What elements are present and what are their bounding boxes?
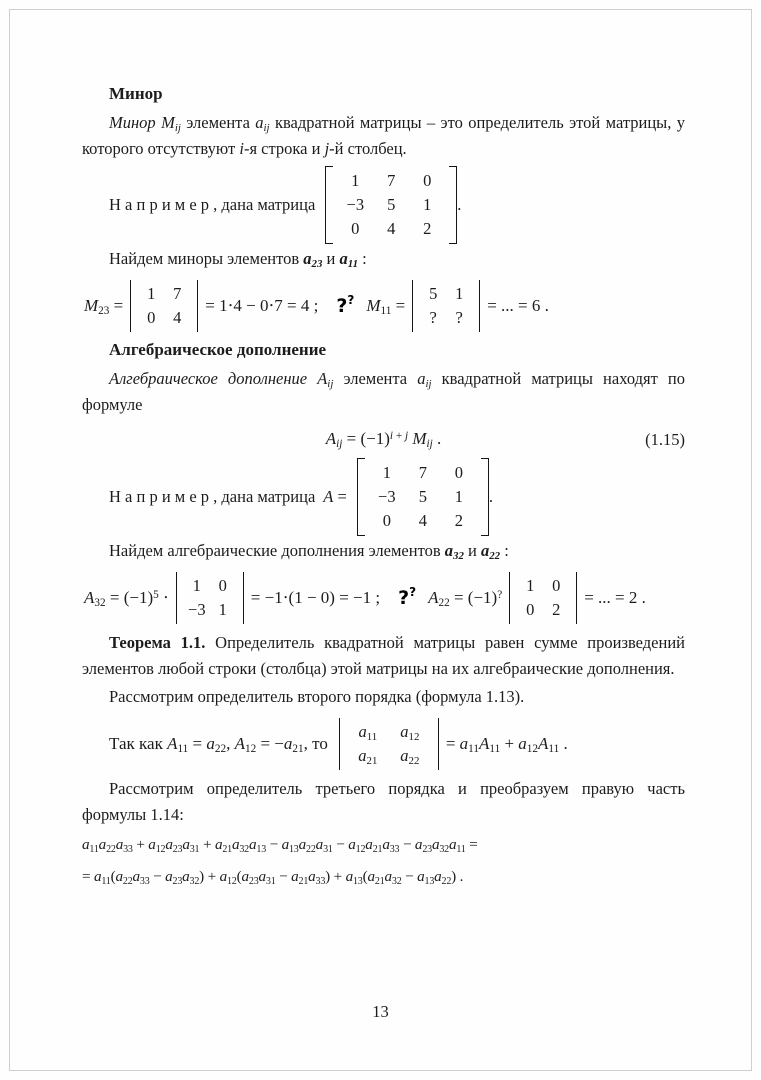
formula-1-15: $A_{ij} = (-1)^{i + j}$ $M_{ij}$ . xyxy=(325,429,442,451)
left-bracket xyxy=(325,166,333,244)
m23-lhs: $M_{23}$ = xyxy=(84,296,124,318)
formula-1-15-row xyxy=(82,426,685,452)
expansion-line-1: $a_{11}a_{22}a_{33} + a_{12}a_{23}a_{31} + a_{21}a_{32}a_{13} - a_{13}a_{22}a_{31} - a_{12}a_{21}a_{33} - a_{23}a_{32}a_{11}$ = xyxy=(82,836,478,855)
theorem-paragraph xyxy=(82,630,685,682)
minor-example-row xyxy=(82,166,685,244)
question-mark-icon: ? ? xyxy=(336,292,355,317)
period: . xyxy=(488,487,493,506)
formula-number: (1.15) xyxy=(645,430,685,449)
determinant-2x2: 5 1 ? ? xyxy=(412,280,480,332)
cofactor-computations xyxy=(84,572,685,624)
determinant-2x2: 1 7 0 4 xyxy=(130,280,198,332)
m11-rhs: = ... = 6 . xyxy=(487,296,549,315)
a32-rhs: = −1⋅(1 − 0) = −1 ; xyxy=(250,588,381,607)
second-order-formula xyxy=(82,718,685,770)
second-order-intro: Рассмотрим определитель второго порядка (формула 1.13). xyxy=(109,687,525,706)
question-mark-icon: ? ? xyxy=(398,584,417,609)
a32-lhs: $A_{32} = (-1)^5$ ⋅ xyxy=(84,588,169,610)
expansion-line-2: = $a_{11}(a_{22}a_{33} - a_{23}a_{32}) + a_{12}(a_{23}a_{31} - a_{21}a_{33}) + a_{13}(a_{21}a_{32} - a_{13}a_{22})$ . xyxy=(82,868,464,887)
minor-find-line: Найдем миноры элементов $a_{23}$ и $a_{11}$ : xyxy=(109,249,367,271)
right-bracket xyxy=(481,458,489,536)
minor-definition: Минор $M_{ij}$ элемента $a_{ij}$ квадратной матрицы – это определитель этой матрицы, у которого отсутствуют i-я строка и j-й столбец. xyxy=(82,113,686,158)
third-order-intro: Рассмотрим определитель третьего порядка и преобразуем правую часть формулы 1.14: xyxy=(82,779,685,824)
since-rhs: = $a_{11}A_{11} + a_{12}A_{11}$ . xyxy=(445,734,568,756)
determinant-2x2: 1 0 0 2 xyxy=(509,572,577,624)
matrix-3x3: 1 7 0 −3 5 1 0 4 2 xyxy=(325,166,457,244)
theorem-label: Теорема 1.1. xyxy=(109,633,206,652)
right-bracket xyxy=(449,166,457,244)
page-number: 13 xyxy=(372,1002,389,1021)
example-label: Н а п р и м е р , дана матрица xyxy=(109,195,316,214)
matrix-3x3: 1 7 0 −3 5 1 0 4 2 xyxy=(357,458,489,536)
a22-lhs: $A_{22} = (-1)^?$ xyxy=(428,588,503,610)
period: . xyxy=(457,195,462,214)
m11-lhs: $M_{11}$ = xyxy=(366,296,406,318)
cofactor-find-line: Найдем алгебраические дополнения элементов $a_{32}$ и $a_{22}$ : xyxy=(109,541,509,563)
left-bracket xyxy=(357,458,365,536)
section-heading-minor: Минор xyxy=(109,84,163,103)
minor-computations xyxy=(84,280,685,332)
example-label: Н а п р и м е р , дана матрица xyxy=(109,487,316,506)
section-heading-cofactor: Алгебраическое дополнение xyxy=(109,340,327,359)
a22-rhs: = ... = 2 . xyxy=(584,588,646,607)
determinant-2x2-symbolic: $a_{11}$ $a_{12}$ $a_{21}$ $a_{22}$ xyxy=(339,718,439,770)
page-content xyxy=(82,78,685,894)
determinant-2x2: 1 0 −3 1 xyxy=(176,572,244,624)
cofactor-example-row xyxy=(82,458,685,536)
m23-rhs: = 1⋅4 − 0⋅7 = 4 ; xyxy=(205,296,319,315)
since-lhs: Так как $A_{11} = a_{22}$, $A_{12} = -a_{21}$, то xyxy=(109,734,328,756)
theorem-body: Определитель квадратной матрицы равен сумме произведений элементов любой строки (столбца) этой матрицы на их алгебраические дополнения. xyxy=(82,633,685,678)
matrix-prefix: A = xyxy=(323,487,347,506)
cofactor-definition: Алгебраическое дополнение $A_{ij}$ элемента $a_{ij}$ квадратной матрицы находят по формуле xyxy=(82,369,685,414)
